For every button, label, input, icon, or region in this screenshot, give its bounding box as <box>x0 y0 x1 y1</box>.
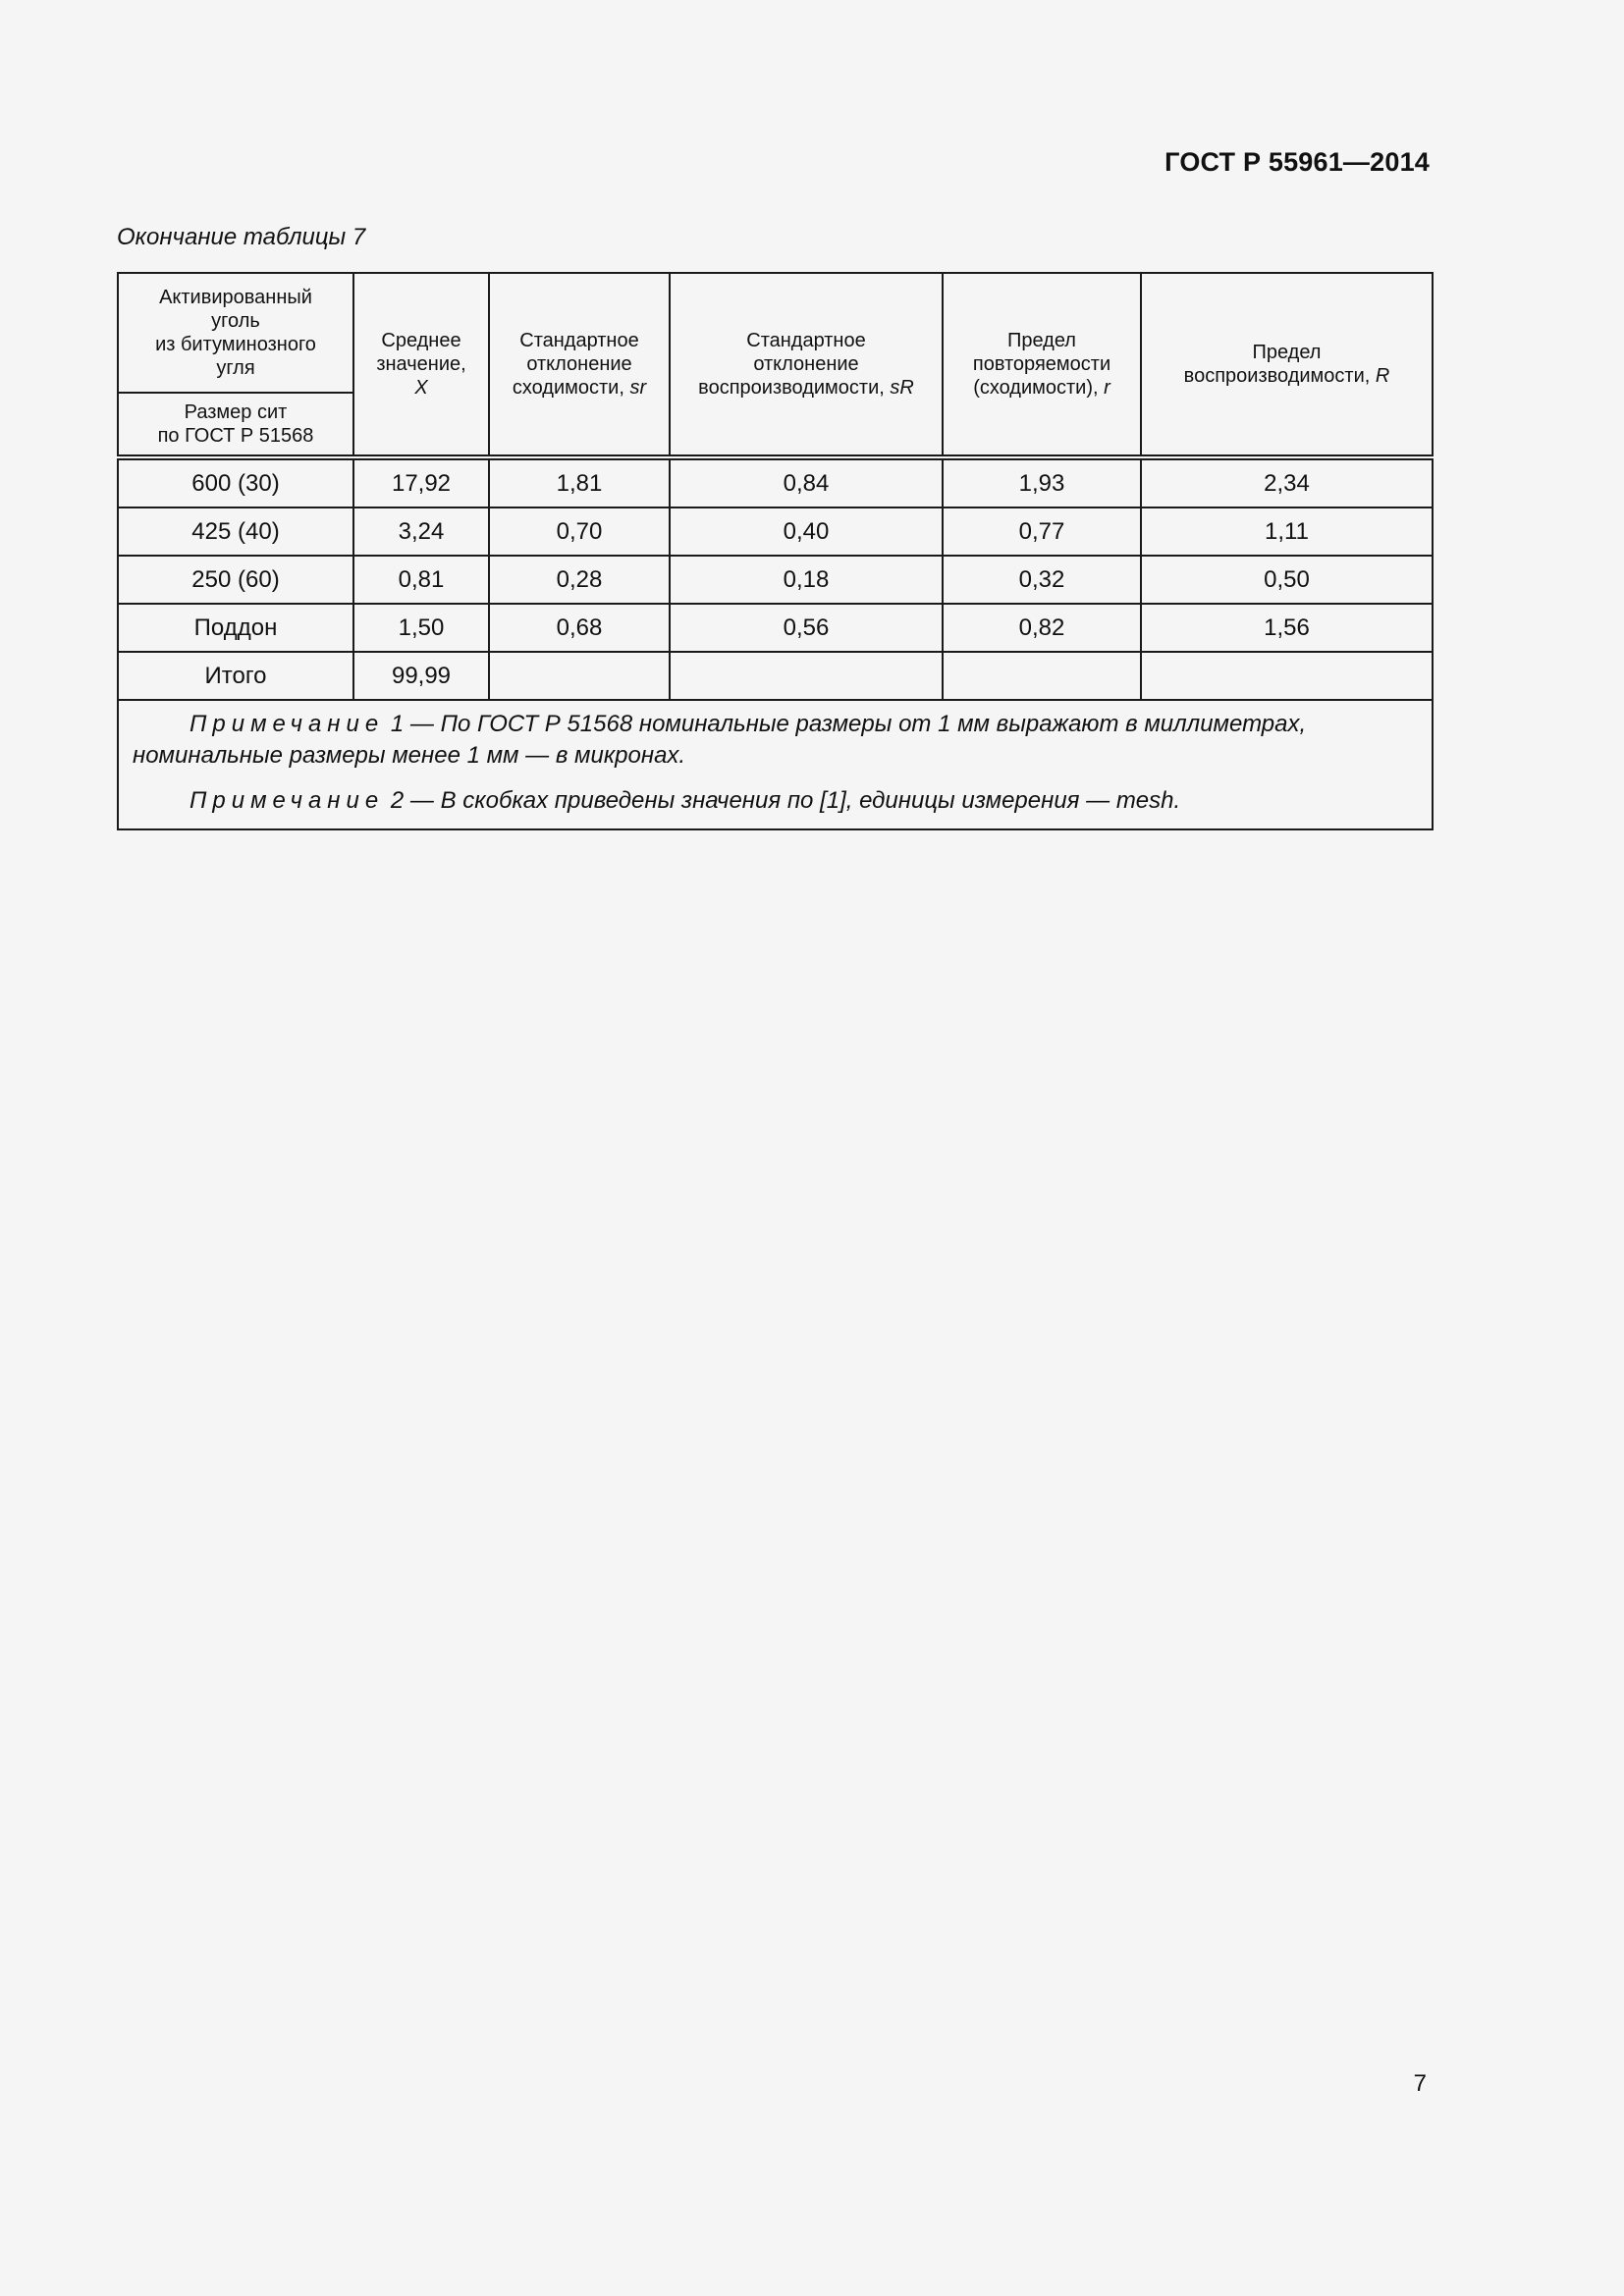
table-caption: Окончание таблицы 7 <box>117 224 366 250</box>
table-row: 600 (30) 17,92 1,81 0,84 1,93 2,34 <box>118 457 1433 507</box>
header-mean: Среднее значение, X <box>353 273 489 457</box>
header-repeatability-limit: Предел повторяемости (сходимости), r <box>943 273 1141 457</box>
header-sR: Стандартное отклонение воспроизводимости, sR <box>670 273 943 457</box>
header-sr: Стандартное отклонение сходимости, sr <box>489 273 670 457</box>
page-number: 7 <box>1413 2070 1427 2097</box>
table-row: 425 (40) 3,24 0,70 0,40 0,77 1,11 <box>118 507 1433 556</box>
data-table <box>117 272 1434 830</box>
table-row: 250 (60) 0,81 0,28 0,18 0,32 0,50 <box>118 556 1433 604</box>
header-reproducibility-limit: Предел воспроизводимости, R <box>1141 273 1433 457</box>
note-1: Примечание 1 — По ГОСТ Р 51568 номинальные размеры от 1 мм выражают в миллиметрах, номинальные размеры менее 1 мм — в микронах. <box>133 711 1307 769</box>
table-notes <box>118 700 1433 829</box>
table-row: Поддон 1,50 0,68 0,56 0,82 1,56 <box>118 604 1433 652</box>
header-sieve-size: Размер сит по ГОСТ Р 51568 <box>118 393 353 457</box>
table-row-total: Итого 99,99 <box>118 652 1433 700</box>
note-2: Примечание 2 — В скобках приведены значения по [1], единицы измерения — mesh. <box>189 787 1181 814</box>
header-material: Активированный уголь из битуминозного угля <box>118 273 353 393</box>
document-code: ГОСТ Р 55961—2014 <box>1164 147 1430 177</box>
